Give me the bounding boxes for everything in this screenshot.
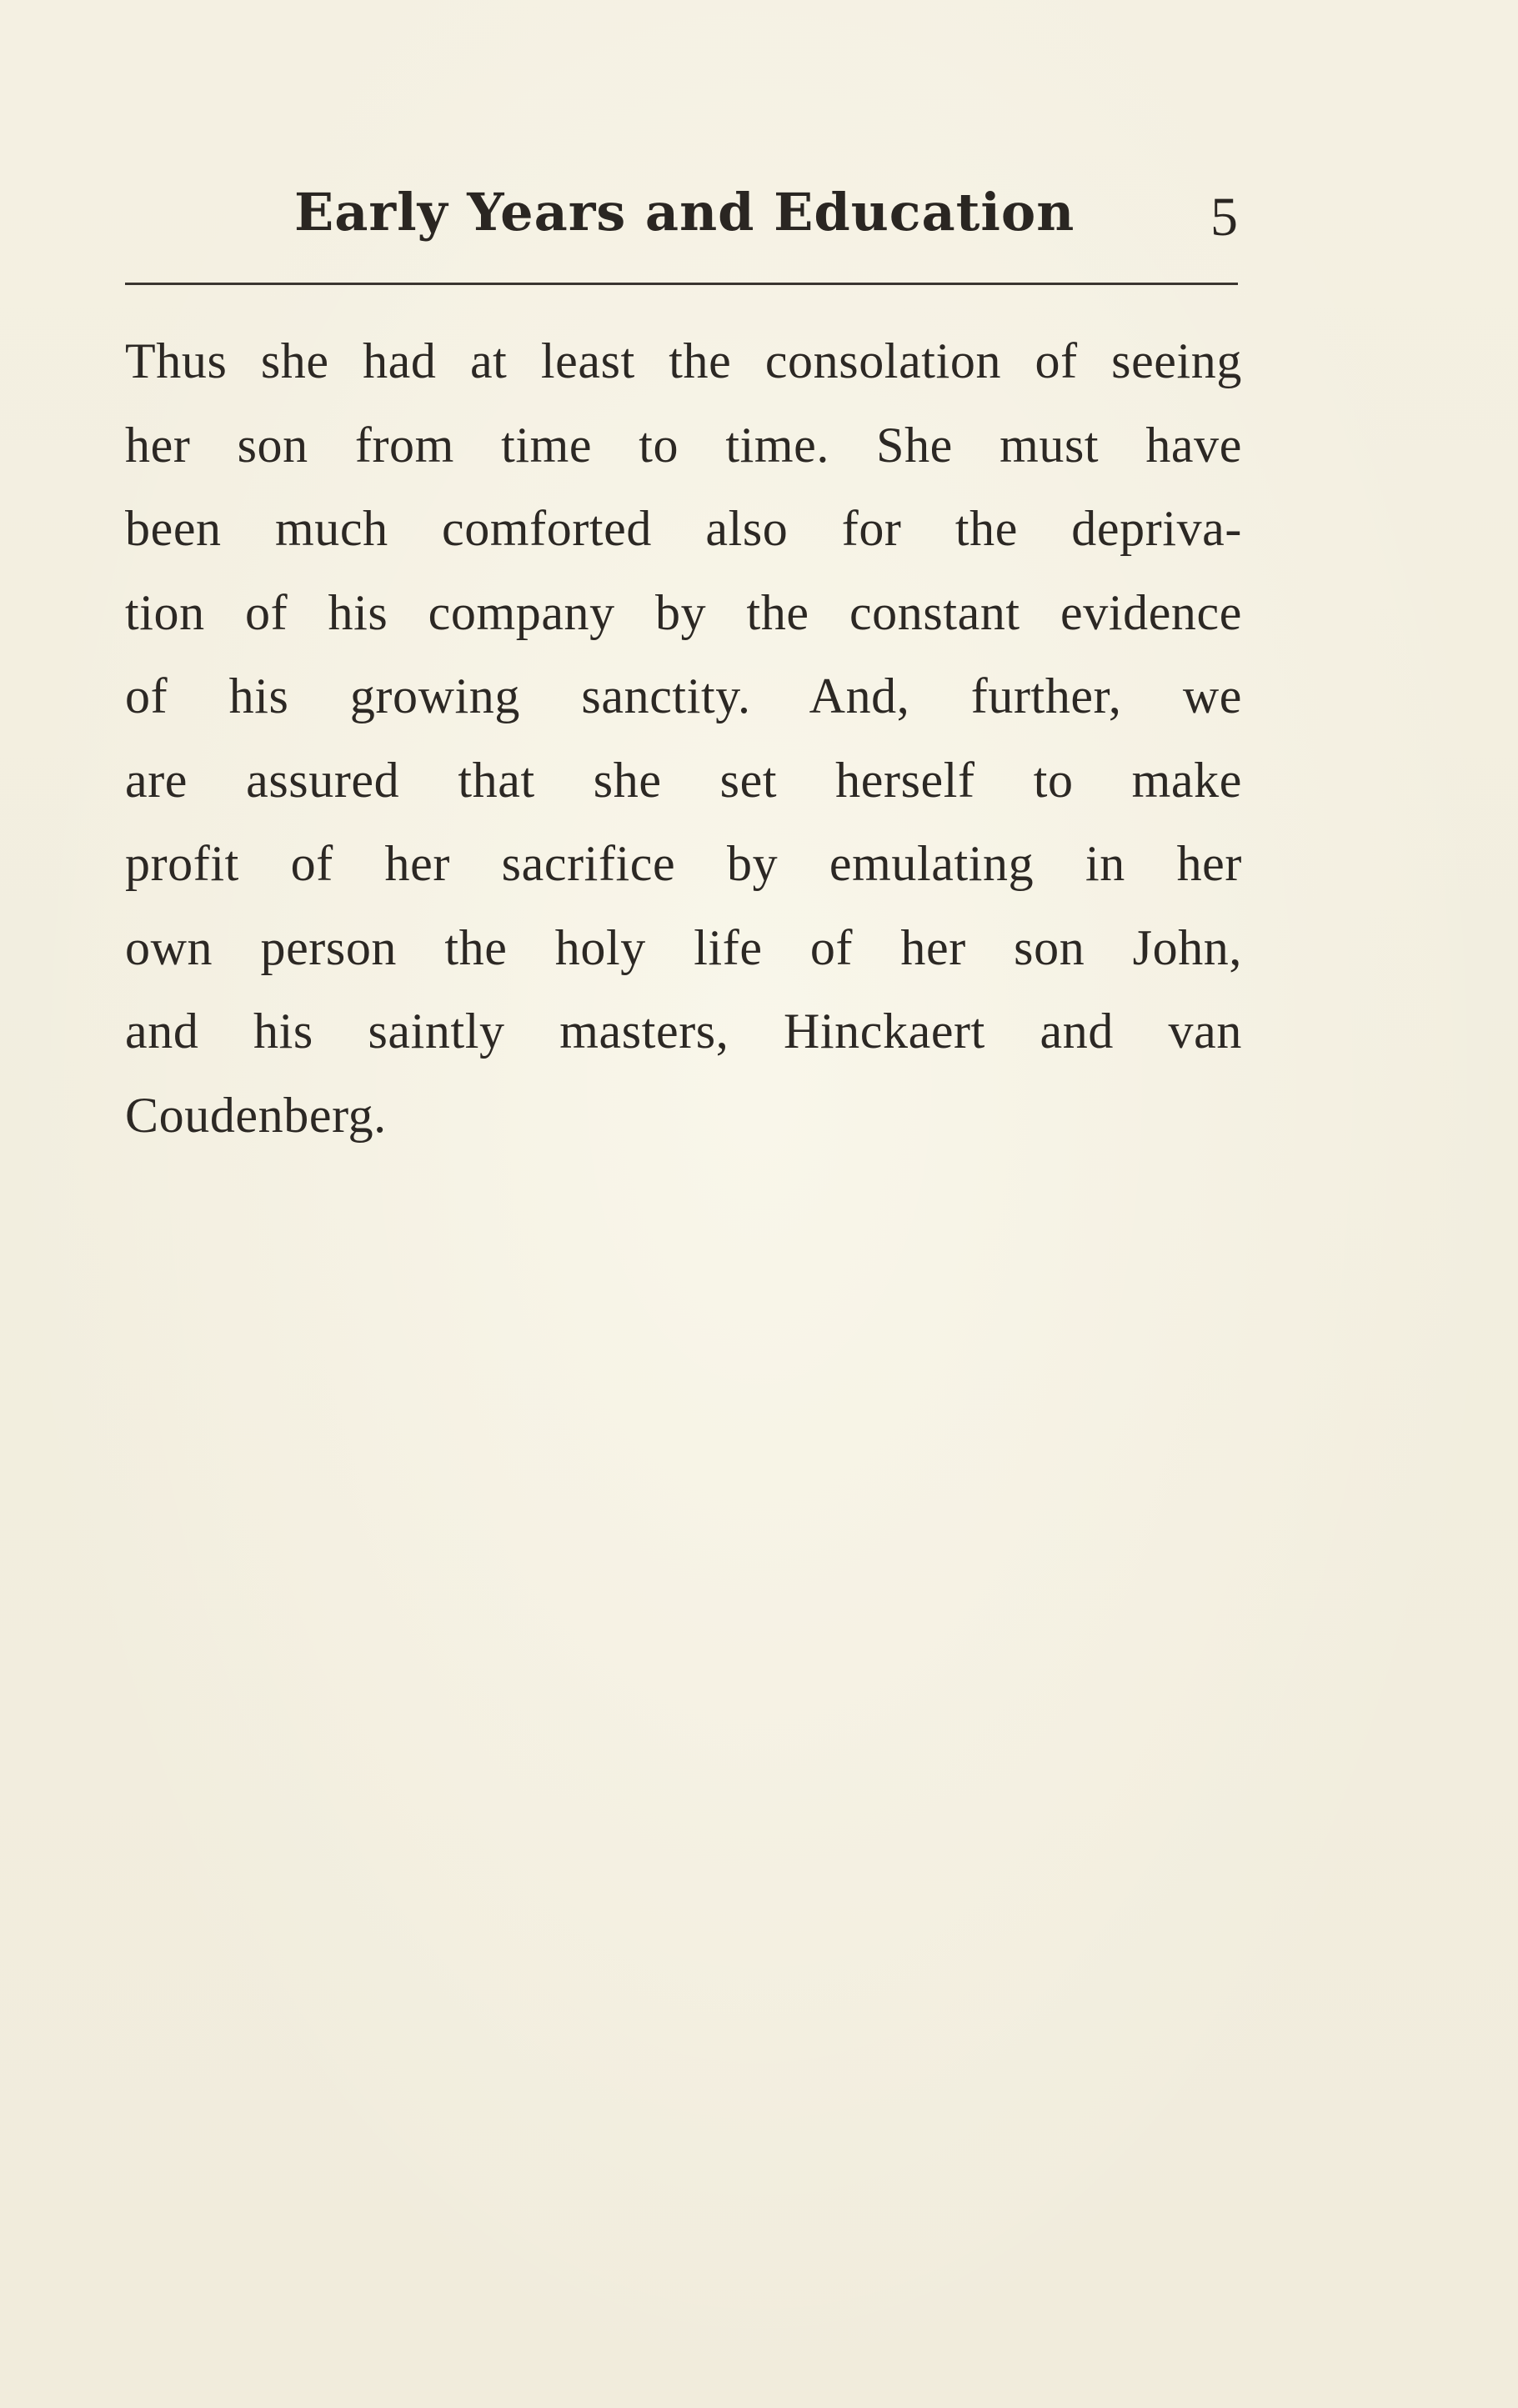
text-line: her son from time to time. She must have: [125, 417, 1242, 473]
page-number: 5: [1210, 187, 1238, 248]
text-line: and his saintly masters, Hinckaert and van: [125, 1004, 1242, 1059]
running-head: [125, 171, 1238, 254]
text-line: profit of her sacrifice by emulating in her: [125, 836, 1242, 891]
running-head-title: Early Years and Education: [294, 182, 1075, 243]
header-rule: [125, 283, 1238, 285]
body-paragraph: [125, 319, 1242, 1157]
text-line: are assured that she set herself to make: [125, 752, 1242, 808]
text-line: of his growing sanctity. And, further, we: [125, 668, 1242, 723]
text-line: Coudenberg.: [125, 1087, 387, 1143]
text-line: own person the holy life of her son John,: [125, 919, 1242, 975]
text-line: tion of his company by the constant evidence: [125, 584, 1242, 640]
text-line: Thus she had at least the consolation of seeing: [125, 333, 1242, 388]
text-line: been much comforted also for the depriva-: [125, 501, 1242, 556]
